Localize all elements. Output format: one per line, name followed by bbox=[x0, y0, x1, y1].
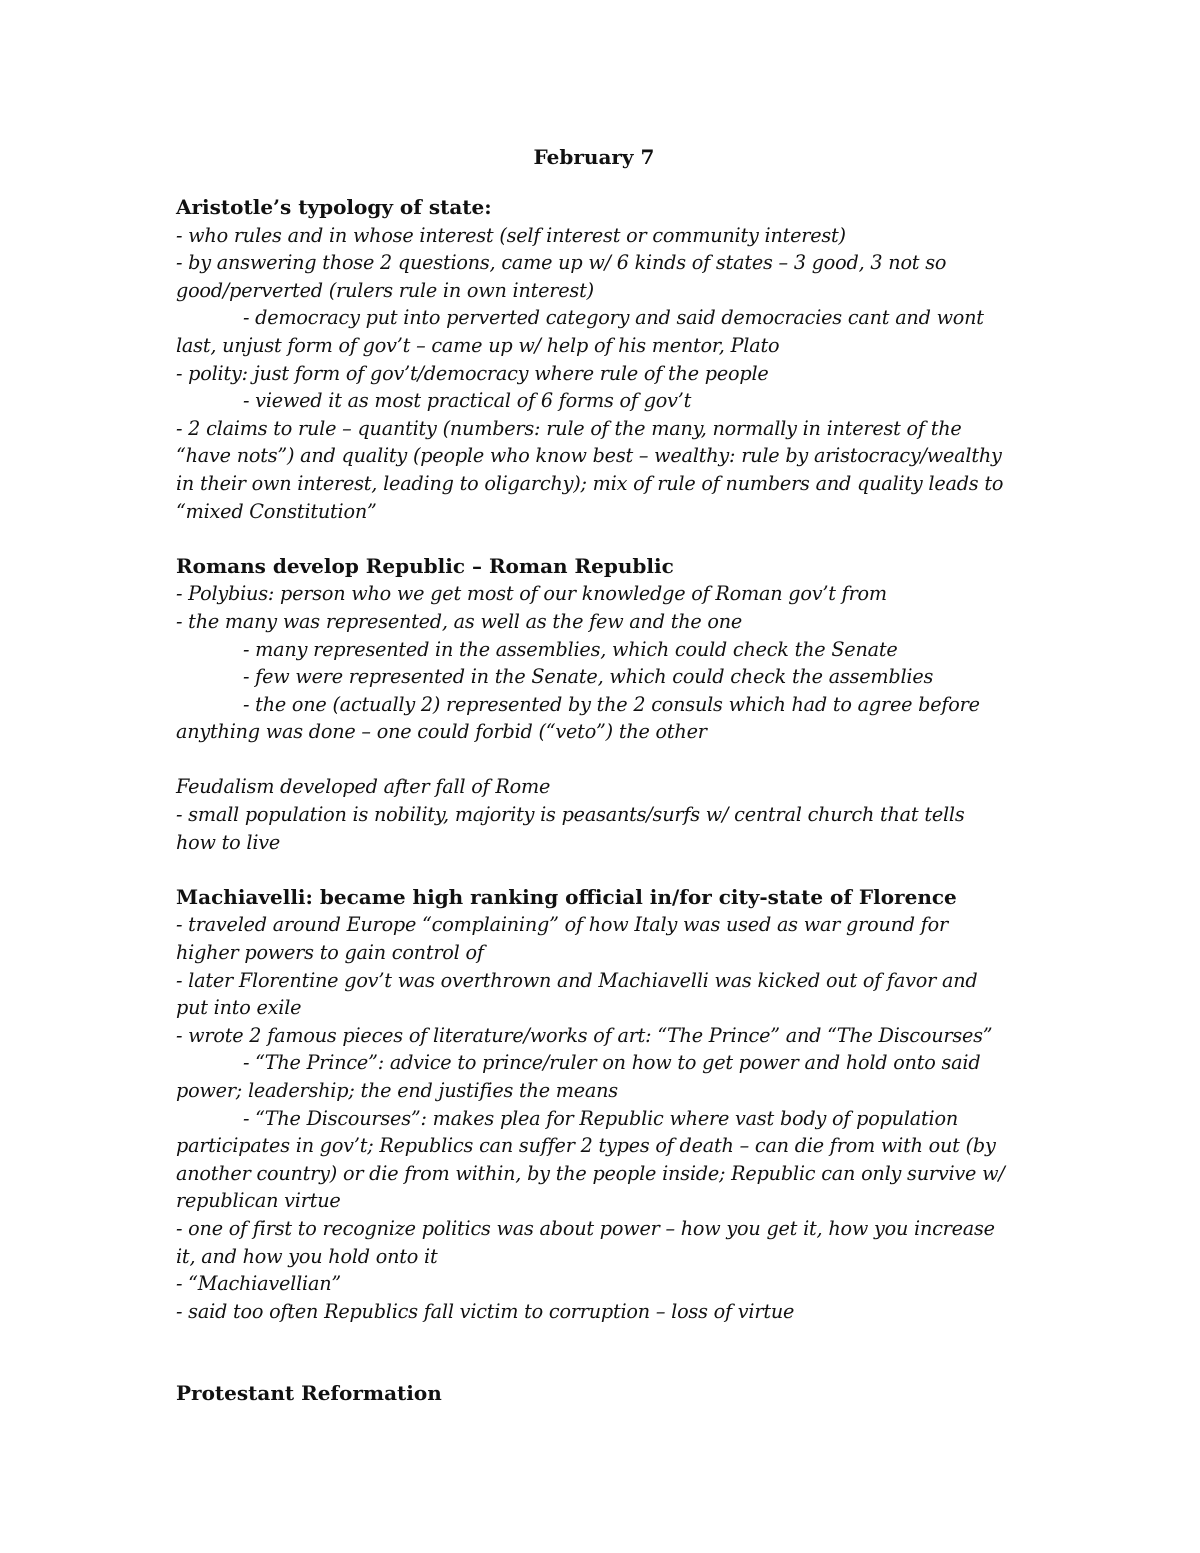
section-title-machiavelli: Machiavelli: became high ranking official in/for city-state of Florence bbox=[176, 884, 957, 909]
note-line: power; leadership; the end justifies the means bbox=[176, 1079, 618, 1102]
note-line: - by answering those 2 questions, came up w/ 6 kinds of states – 3 good, 3 not so bbox=[176, 251, 947, 275]
document-page bbox=[176, 140, 1036, 1408]
note-line: - one of first to recognize politics was about power – how you get it, how you increase bbox=[176, 1216, 995, 1240]
note-line: - who rules and in whose interest (self interest or community interest) bbox=[176, 223, 846, 247]
note-line: how to live bbox=[176, 830, 281, 854]
section-feudalism bbox=[176, 773, 1036, 856]
note-line: - “Machiavellian” bbox=[176, 1272, 341, 1296]
note-line: - traveled around Europe “complaining” of how Italy was used as war ground for bbox=[176, 913, 948, 937]
note-line: in their own interest, leading to oligarchy); mix of rule of numbers and quality leads to bbox=[176, 471, 1004, 495]
note-line: - said too often Republics fall victim to corruption – loss of virtue bbox=[176, 1299, 795, 1323]
note-line: republican virtue bbox=[176, 1189, 341, 1213]
spacer bbox=[176, 746, 1036, 774]
note-line: - Polybius: person who we get most of our knowledge of Roman gov’t from bbox=[176, 582, 887, 606]
note-line: higher powers to gain control of bbox=[176, 941, 484, 965]
note-line: “have nots”) and quality (people who know best – wealthy: rule by aristocracy/wealthy bbox=[176, 444, 1002, 468]
note-line: another country) or die from within, by the people inside; Republic can only survive w/ bbox=[176, 1161, 1005, 1185]
section-title-aristotle: Aristotle’s typology of state: bbox=[176, 195, 492, 219]
spacer bbox=[176, 856, 1036, 884]
note-line: last, unjust form of gov’t – came up w/ help of his mentor, Plato bbox=[176, 333, 780, 357]
section-aristotle bbox=[176, 194, 1036, 525]
note-line: - “The Prince”: advice to prince/ruler on how to get power and hold onto said bbox=[243, 1051, 981, 1075]
note-line: - polity: just form of gov’t/democracy where rule of the people bbox=[176, 361, 769, 385]
spacer bbox=[176, 1325, 1036, 1380]
note-line: - small population is nobility, majority is peasants/surfs w/ central church that tells bbox=[176, 803, 965, 827]
note-line: - 2 claims to rule – quantity (numbers: rule of the many, normally in interest of the bbox=[176, 416, 962, 440]
note-line: put into exile bbox=[176, 996, 302, 1020]
note-line: - democracy put into perverted category and said democracies cant and wont bbox=[243, 306, 984, 330]
section-machiavelli bbox=[176, 884, 1036, 1326]
note-line: - the many was represented, as well as the few and the one bbox=[176, 609, 743, 633]
note-line: - viewed it as most practical of 6 forms of gov’t bbox=[243, 389, 692, 413]
note-line: - few were represented in the Senate, which could check the assemblies bbox=[243, 665, 934, 689]
section-title-reformation: Protestant Reformation bbox=[176, 1381, 442, 1406]
note-line: participates in gov’t; Republics can suffer 2 types of death – can die from with out (by bbox=[176, 1134, 996, 1158]
note-line: “mixed Constitution” bbox=[176, 499, 377, 523]
note-line: good/perverted (rulers rule in own interest) bbox=[176, 278, 594, 302]
section-title-rome: Romans develop Republic – Roman Republic bbox=[176, 553, 674, 578]
note-line: - many represented in the assemblies, which could check the Senate bbox=[243, 637, 898, 661]
section-reformation bbox=[176, 1380, 1036, 1408]
note-line: anything was done – one could forbid (“veto”) the other bbox=[176, 720, 707, 744]
note-line: - “The Discourses”: makes plea for Republic where vast body of population bbox=[243, 1106, 958, 1130]
note-line: - wrote 2 famous pieces of literature/works of art: “The Prince” and “The Discourses” bbox=[176, 1023, 993, 1047]
section-rome bbox=[176, 553, 1036, 746]
note-line: - later Florentine gov’t was overthrown and Machiavelli was kicked out of favor and bbox=[176, 968, 978, 992]
note-line: it, and how you hold onto it bbox=[176, 1244, 438, 1268]
spacer bbox=[176, 525, 1036, 553]
note-line: Feudalism developed after fall of Rome bbox=[176, 775, 551, 799]
note-line: - the one (actually 2) represented by the 2 consuls which had to agree before bbox=[243, 692, 980, 716]
date-title: February 7 bbox=[533, 145, 655, 169]
